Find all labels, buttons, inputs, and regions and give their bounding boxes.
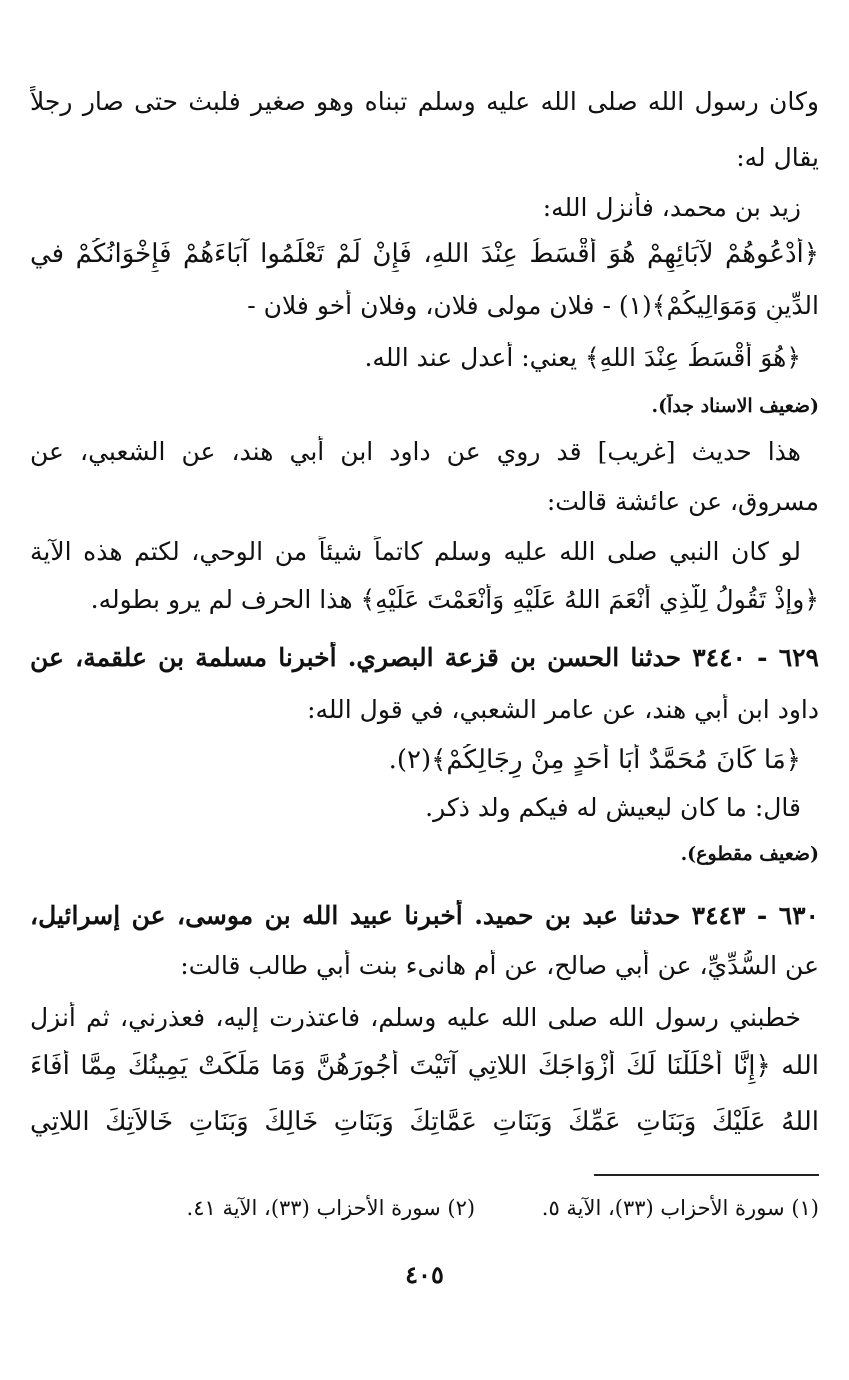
quran-verse-line: الله ﴿إِنَّا أَحْلَلْنَا لَكَ أَزْوَاجَكَ اللاتِي آتَيْتَ أُجُورَهُنَّ وَمَا مَلَكَتْ يَمِينُكَ مِمَّا أَفَاءَ (30, 1051, 819, 1081)
text-line: وكان رسول الله صلى الله عليه وسلم تبناه وهو صغير فلبث حتى صار رجلاً (30, 87, 819, 116)
footnote-2: (٢) سورة الأحزاب (٣٣)، الآية ٤١. (186, 1196, 476, 1220)
page-number: ٤٠٥ (405, 1260, 444, 1289)
text-line: داود ابن أبي هند، عن عامر الشعبي، في قول الله: (307, 695, 819, 724)
quran-verse-line: ﴿مَا كَانَ مُحَمَّدٌ أَبَا أَحَدٍ مِنْ رِجَالِكُمْ﴾(٢). (388, 745, 801, 775)
quran-verse-line: اللهُ عَلَيْكَ وَبَنَاتِ عَمِّكَ وَبَنَاتِ عَمَّاتِكَ وَبَنَاتِ خَالِكَ وَبَنَاتِ خَالاَتِكَ اللاتِي (30, 1107, 819, 1137)
text-line: لو كان النبي صلى الله عليه وسلم كاتماً شيئاً من الوحي، لكتم هذه الآية (30, 537, 801, 566)
text-line: ﴿هُوَ أَقْسَطُ عِنْدَ اللهِ﴾ يعني: أعدل عند الله. (364, 343, 801, 372)
text-line: عن السُّدِّيِّ، عن أبي صالح، عن أم هانىء بنت أبي طالب قالت: (180, 951, 819, 980)
footnotes (30, 1196, 819, 1220)
hadith-heading: ٦٢٩ - ٣٤٤٠ حدثنا الحسن بن قزعة البصري. أخبرنا مسلمة بن علقمة، عن (30, 643, 819, 672)
text-line: مسروق، عن عائشة قالت: (546, 487, 819, 516)
footnote-divider (594, 1174, 819, 1176)
text-line: قال: ما كان ليعيش له فيكم ولد ذكر. (425, 793, 801, 822)
text-line: يقال له: (736, 143, 819, 172)
quran-verse-line: ﴿أَدْعُوهُمْ لآبَائِهِمْ هُوَ أَقْسَطُ عِنْدَ اللهِ، فَإِنْ لَمْ تَعْلَمُوا آبَاءَهُمْ فَإِخْوَانُكُمْ في (30, 239, 819, 269)
grading-note: (ضعيف الاسناد جداً). (651, 395, 819, 417)
grading-note: (ضعيف مقطوع). (680, 843, 819, 865)
text-line: خطبني رسول الله صلى الله عليه وسلم، فاعتذرت إليه، فعذرني، ثم أنزل (30, 1003, 801, 1032)
footnote-1: (١) سورة الأحزاب (٣٣)، الآية ٥. (541, 1196, 819, 1220)
text-line: الدِّينِ وَمَوَالِيكُمْ﴾(١) - فلان مولى فلان، وفلان أخو فلان - (247, 291, 819, 320)
hadith-heading: ٦٣٠ - ٣٤٤٣ حدثنا عبد بن حميد. أخبرنا عبيد الله بن موسى، عن إسرائيل، (30, 901, 819, 930)
text-line: ﴿وإذْ تَقُولُ لِلَّذِي أَنْعَمَ اللهُ عَلَيْهِ وَأَنْعَمْتَ عَلَيْهِ﴾ هذا الحرف لم يرو بطوله. (90, 585, 819, 614)
text-line: هذا حديث [غريب] قد روي عن داود ابن أبي هند، عن الشعبي، عن (30, 437, 801, 466)
text-line: زيد بن محمد، فأنزل الله: (542, 193, 801, 222)
